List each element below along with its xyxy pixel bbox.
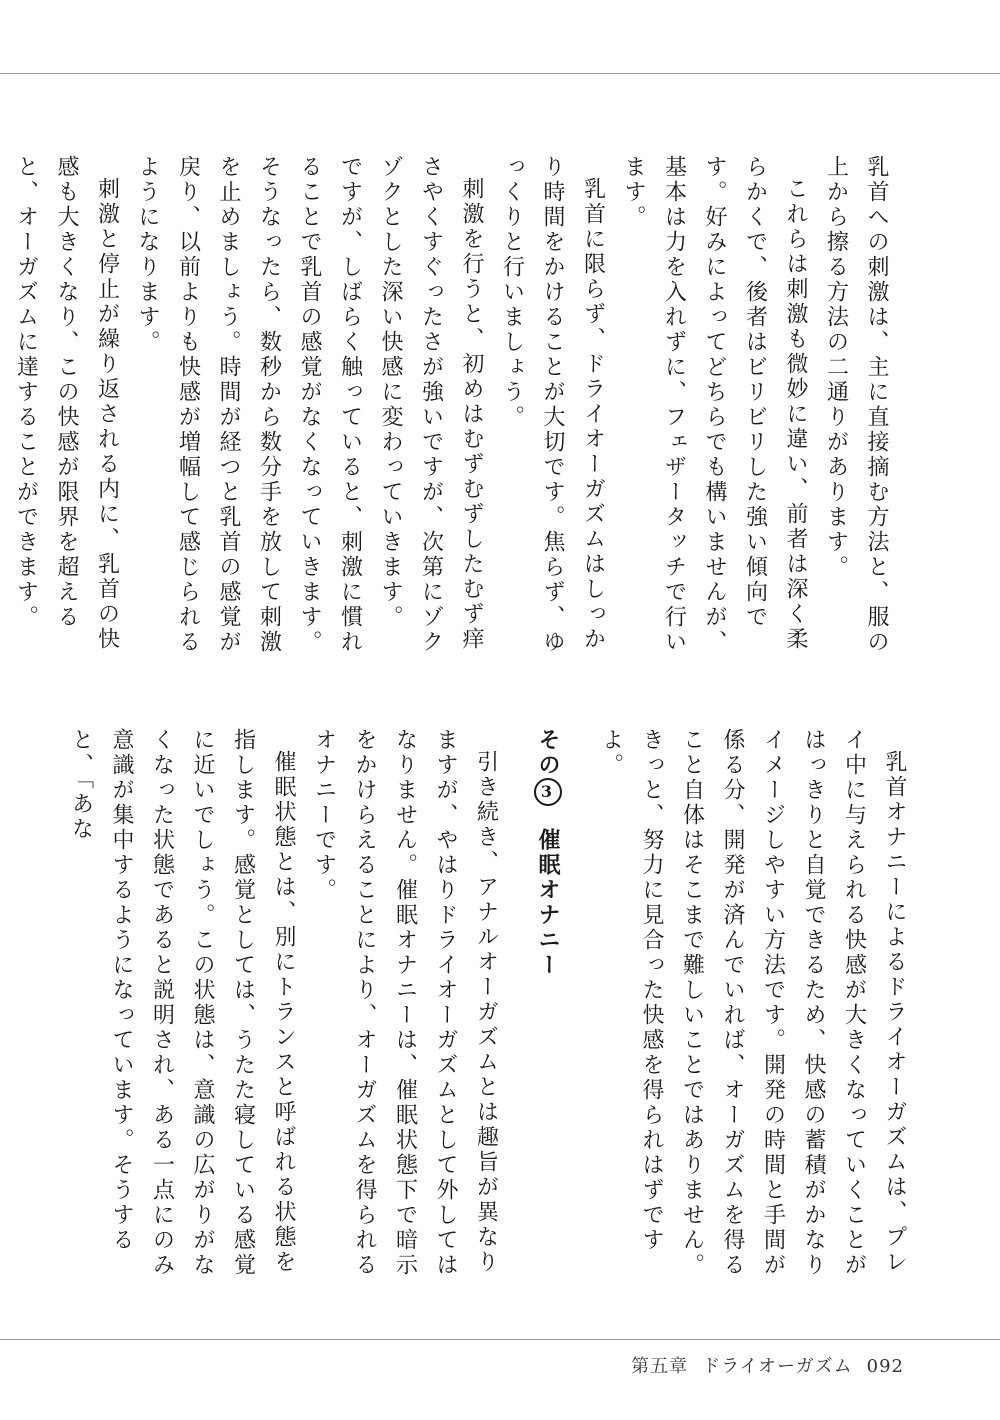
footer-chapter: 第五章 bbox=[631, 1356, 689, 1377]
section-heading bbox=[528, 728, 569, 1298]
paragraph: 乳首への刺激は、主に直接摘む方法と、服の上から擦る方法の二通りがあります。 bbox=[823, 155, 889, 655]
heading-prefix: その bbox=[535, 728, 561, 778]
bottom-rule bbox=[0, 1339, 1000, 1340]
upper-text-block bbox=[13, 155, 896, 655]
top-rule bbox=[0, 73, 1000, 74]
footer-title: ドライオーガズム bbox=[702, 1356, 853, 1377]
page-number: 092 bbox=[866, 1356, 904, 1377]
paragraph: ですが、しばらく触っていると、刺激に慣れることで乳首の感覚がなくなっていきます。そうなったら、数秒から数分手を放して刺激を止めましょう。時間が経つと乳首の感覚が戻り、以前よりも快感が増幅して感じられるようになります。 bbox=[135, 155, 363, 655]
heading-number: 3 bbox=[534, 778, 562, 806]
paragraph: 乳首に限らず、ドライオーガズムはしっかり時間をかけることが大切です。焦らず、ゆっくりと行いましょう。 bbox=[499, 155, 606, 655]
paragraph: 催眠状態とは、別にトランスと呼ばれる状態を指します。感覚としては、うたた寝している感覚に近いでしょう。この状態は、意識の広がりがなくなった状態であると説明され、ある一点にのみ意識が集中するようになっています。そうすると、「あな bbox=[68, 728, 296, 1278]
paragraph: 刺激と停止が繰り返される内に、乳首の快感も大きくなり、この快感が限界を超えると、オーガズムに達することができます。 bbox=[13, 155, 120, 652]
lower-text-block bbox=[68, 728, 914, 1298]
heading-title: 催眠オナニー bbox=[535, 828, 561, 978]
paragraph: 引き続き、アナルオーガズムとは趣旨が異なりますが、やはりドライオーガズムとして外してはなりません。催眠オナニーは、催眠状態下で暗示をかけらえることにより、オーガズムを得られるオナニーです。 bbox=[311, 728, 499, 1278]
page-footer bbox=[631, 1352, 904, 1378]
paragraph: これらは刺激も微妙に違い、前者は深く柔らかくで、後者はビリビリした強い傾向です。好みによってどちらでも構いませんが、基本は力を入れずに、フェザータッチで行います。 bbox=[621, 155, 808, 655]
paragraph: 乳首オナニーによるドライオーガズムは、プレイ中に与えられる快感が大きくなっていくことがはっきりと自覚できるため、快感の蓄積がかなりイメージしやすい方法です。開発の時間と手間が係る分、開発が済んでいれば、オーガズムを得ること自体はそこまで難しいことではありません。きっと、努力に見合った快感を得られはずですよ。 bbox=[598, 728, 907, 1278]
paragraph: 刺激を行うと、初めはむずむずしたむず痒さやくすぐったさが強いですが、次第にゾクゾクとした深い快感に変わっていきます。 bbox=[378, 155, 484, 655]
